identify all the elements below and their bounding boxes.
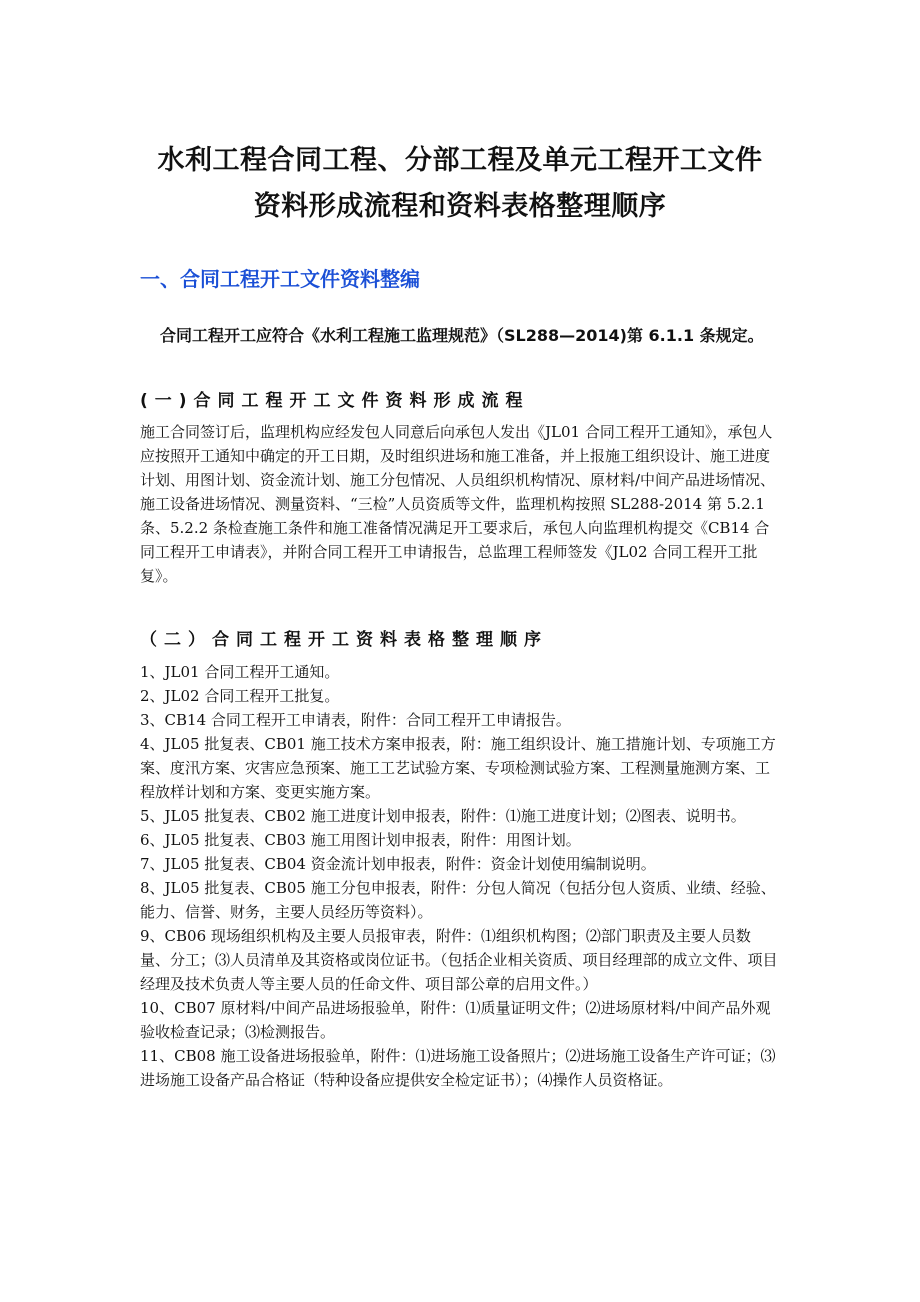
list-item: 8、JL05 批复表、CB05 施工分包申报表，附件：分包人简况（包括分包人资质、业绩、经验、能力、信誉、财务，主要人员经历等资料）。 <box>140 879 776 921</box>
list-item: 5、JL05 批复表、CB02 施工进度计划申报表，附件：⑴施工进度计划；⑵图表、说明书。 <box>140 807 746 825</box>
section-heading-1: 一、合同工程开工文件资料整编 <box>140 267 420 291</box>
list-item: 7、JL05 批复表、CB04 资金流计划申报表，附件：资金计划使用编制说明。 <box>140 855 656 873</box>
list-item: 9、CB06 现场组织机构及主要人员报审表，附件：⑴组织机构图；⑵部门职责及主要人员数量、分工；⑶人员清单及其资格或岗位证书。（包括企业相关资质、项目经理部的成立文件、项目经理及技术负责人等主要人员的任命文件、项目部公章的启用文件。） <box>140 927 778 993</box>
title-line-2: 资料形成流程和资料表格整理顺序 <box>253 191 667 222</box>
subheading-formation-process: (一)合同工程开工文件资料形成流程 <box>140 391 530 411</box>
list-item: 6、JL05 批复表、CB03 施工用图计划申报表，附件：用图计划。 <box>140 831 581 849</box>
form-order-list <box>140 660 780 1092</box>
document-title <box>0 138 920 230</box>
list-item: 4、JL05 批复表、CB01 施工技术方案申报表，附：施工组织设计、施工措施计划、专项施工方案、度汛方案、灾害应急预案、施工工艺试验方案、专项检测试验方案、工程测量施测方案、工程放样计划和方案、变更实施方案。 <box>140 735 776 801</box>
title-line-1: 水利工程合同工程、分部工程及单元工程开工文件 <box>157 145 763 176</box>
list-item: 2、JL02 合同工程开工批复。 <box>140 687 340 705</box>
list-item: 3、CB14 合同工程开工申请表，附件：合同工程开工申请报告。 <box>140 711 571 729</box>
intro-paragraph: 合同工程开工应符合《水利工程施工监理规范》（SL288—2014)第 6.1.1 条规定。 <box>160 326 764 345</box>
list-item: 10、CB07 原材料/中间产品进场报验单，附件：⑴质量证明文件；⑵进场原材料/中间产品外观验收检查记录；⑶检测报告。 <box>140 999 771 1041</box>
subheading-form-order: （二）合同工程开工资料表格整理顺序 <box>140 630 548 650</box>
formation-process-paragraph: 施工合同签订后，监理机构应经发包人同意后向承包人发出《JL01 合同工程开工通知》，承包人应按照开工通知中确定的开工日期，及时组织进场和施工准备，并上报施工组织设计、施工进度计划、用图计划、资金流计划、施工分包情况、人员组织机构情况、原材料/中间产品进场情况、施工设备进场情况、测量资料、“三检”人员资质等文件，监理机构按照 SL288-2014 第 5.2.1 条、5.2.2 条检查施工条件和施工准备情况满足开工要求后，承包人向监理机构提交《CB14 合同工程开工申请表》，并附合同工程开工申请报告，总监理工程师签发《JL02 合同工程开工批复》。 <box>140 423 776 585</box>
list-item: 1、JL01 合同工程开工通知。 <box>140 663 340 681</box>
list-item: 11、CB08 施工设备进场报验单，附件：⑴进场施工设备照片；⑵进场施工设备生产许可证；⑶进场施工设备产品合格证（特种设备应提供安全检定证书）；⑷操作人员资格证。 <box>140 1047 776 1089</box>
